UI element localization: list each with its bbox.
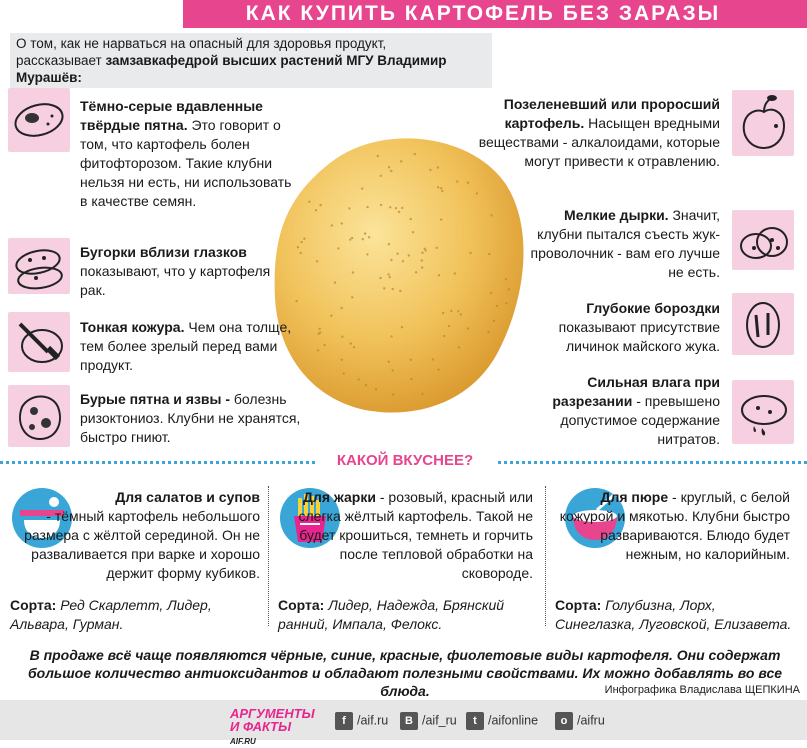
left-item-3-title: Бурые пятна и язвы -: [80, 391, 231, 407]
potato-speckle: [331, 224, 333, 226]
twitter-icon: t: [466, 712, 484, 730]
potato-speckle: [399, 290, 401, 292]
potato-speckle: [414, 153, 416, 155]
potato-speckle: [396, 253, 398, 255]
potato-grooves-icon: [732, 293, 794, 355]
potato-speckle: [398, 211, 400, 213]
right-item-2-text: показывают присутствие личинок майского жука.: [558, 319, 720, 354]
icon-box-2: [8, 312, 70, 372]
potato-speckle: [424, 248, 426, 250]
left-item-3-text: болезнь ризоктониоз. Клубни не хранятся, быстро гниют.: [80, 391, 301, 445]
potato-speckle: [300, 241, 302, 243]
potato-speckle: [488, 253, 490, 255]
left-item-2-text: Чем она толще, тем более зрелый перед вами продукт.: [80, 319, 292, 373]
potato-speckle: [505, 302, 507, 304]
potato-speckle: [421, 266, 423, 268]
taste-2-body: [555, 488, 790, 564]
taste-1-sorts-list: Лидер, Надежда, Брянский ранний, Импала, Фелокс.: [278, 597, 505, 632]
intro: [10, 33, 492, 88]
potato-speckle: [364, 232, 366, 234]
potato-speckle: [351, 296, 353, 298]
potato-speckle: [334, 281, 336, 283]
potato-speckle: [469, 252, 471, 254]
potato-speckle: [319, 331, 321, 333]
potato-speckle: [457, 310, 459, 312]
social-vk[interactable]: [400, 712, 457, 730]
potato-speckle: [400, 160, 402, 162]
potato-speckle: [505, 278, 507, 280]
left-item-0-title: Тёмно-серые вдавленные твёрдые пятна.: [80, 98, 263, 133]
potato-speckle: [408, 254, 410, 256]
icon-box-7: [732, 380, 794, 444]
left-item-0: [80, 97, 295, 211]
potato-speckle: [429, 169, 431, 171]
potato-speckle: [493, 320, 495, 322]
right-item-1-text: Значит, клубни пытался съесть жук-проволочник - вам его лучше не есть.: [530, 207, 720, 280]
potato-speckle: [392, 288, 394, 290]
potato-speckle: [380, 204, 382, 206]
potato-speckle: [442, 312, 444, 314]
left-item-2: [80, 318, 295, 375]
potato-speckle: [421, 252, 423, 254]
facebook-icon: f: [335, 712, 353, 730]
potato-speckle: [448, 325, 450, 327]
potato-speckle: [388, 166, 390, 168]
potato-speckle: [387, 273, 389, 275]
icon-box-1: [8, 238, 70, 294]
potato-speckle: [402, 260, 404, 262]
potato-speckle: [343, 372, 345, 374]
right-item-0: [470, 95, 720, 171]
taste-0-text: - тёмный картофель небольшого размера с жёлтой серединой. Он не разваливается при варке и хорошо держит форму кубиков.: [24, 508, 260, 581]
potato-speckle: [319, 204, 321, 206]
potato-speckle: [383, 287, 385, 289]
potato-speckle: [410, 359, 412, 361]
potato-speckle: [421, 393, 423, 395]
taste-1-title: Для жарки: [303, 489, 376, 505]
right-item-2-title: Глубокие бороздки: [586, 300, 720, 316]
potato-speckle: [317, 349, 319, 351]
potato-speckle: [362, 238, 364, 240]
social-odnoklassniki[interactable]: [555, 712, 605, 730]
icon-box-6: [732, 293, 794, 355]
potato-speckle: [380, 175, 382, 177]
icon-box-5: [732, 210, 794, 270]
potato-wet-cut-icon: [732, 380, 794, 444]
intro-line2-prefix: рассказывает: [16, 53, 106, 68]
icon-box-4: [732, 90, 794, 156]
potato-speckle: [490, 292, 492, 294]
right-item-0-title: Позеленевший или проросший картофель.: [503, 96, 720, 131]
taste-2-text: - круглый, с белой кожурой и мякотью. Клубни быстро развариваются. Блюдо будет нежным, но калорийным.: [559, 489, 790, 562]
potato-speckle: [295, 300, 297, 302]
column-separator-2: [545, 486, 546, 626]
logo-line-bottom: И ФАКТЫ: [230, 719, 292, 734]
taste-2-sorts-list: Голубизна, Лорх, Синеглазка, Луговской, Елизавета.: [555, 597, 792, 632]
potato-speckle: [432, 358, 434, 360]
potato-speckle: [508, 288, 510, 290]
potato-speckle: [300, 252, 302, 254]
potato-speckle: [441, 190, 443, 192]
potato-speckle: [297, 246, 299, 248]
potato-illustration: [270, 128, 535, 418]
logo-line-top: АРГУМЕНТЫ: [230, 706, 315, 721]
social-twitter-label: /aifonline: [488, 713, 539, 728]
taste-2-sorts: Сорта: Голубизна, Лорх, Синеглазка, Луговской, Елизавета.: [555, 597, 792, 632]
social-twitter[interactable]: [466, 712, 538, 730]
potato-speckle: [330, 315, 332, 317]
potato-speckle: [341, 222, 343, 224]
taste-0-title: Для салатов и супов: [115, 489, 260, 505]
taste-1-body: [278, 488, 533, 583]
potato-speckle: [467, 327, 469, 329]
social-odnoklassniki-label: /aifru: [577, 713, 605, 728]
potato-speckle: [395, 207, 397, 209]
left-item-1-text: показывают, что у картофеля рак.: [80, 263, 271, 298]
taste-section-title: КАКОЙ ВКУСНЕЕ?: [315, 451, 495, 471]
potato-speckle: [353, 346, 355, 348]
taste-2-title: Для пюре: [600, 489, 669, 505]
potato-speckle: [401, 207, 403, 209]
potato-speckle: [303, 238, 305, 240]
potato-speckle: [319, 328, 321, 330]
potato-speckle: [366, 253, 368, 255]
potato-speckle: [421, 259, 423, 261]
potato-speckle: [361, 187, 363, 189]
logo-site: AIF.RU: [230, 737, 256, 746]
potato-speckle: [389, 206, 391, 208]
potato-speckle: [315, 209, 317, 211]
right-item-1: [520, 206, 720, 282]
intro-line2: [16, 52, 486, 86]
potato-speckle: [392, 369, 394, 371]
potato-speckle: [443, 335, 445, 337]
taste-0-sorts: Сорта: Ред Скарлетт, Лидер, Альвара, Гурман.: [10, 597, 212, 632]
potato-speckle: [438, 274, 440, 276]
potato-speckle: [450, 310, 452, 312]
potato-holes-icon: [732, 210, 794, 270]
potato-speckle: [341, 307, 343, 309]
taste-1-sorts: Сорта: Лидер, Надежда, Брянский ранний, Импала, Фелокс.: [278, 597, 505, 632]
intro-author: замзавкафедрой высших растений МГУ Владимир Мурашёв:: [16, 53, 447, 85]
credit: Инфографика Владислава ЩЕПКИНА: [604, 684, 800, 696]
right-item-3: [520, 373, 720, 449]
potato-speckle: [410, 378, 412, 380]
page-title: КАК КУПИТЬ КАРТОФЕЛЬ БЕЗ ЗАРАЗЫ: [245, 2, 721, 25]
potato-speckle: [308, 201, 310, 203]
left-item-3: [80, 390, 320, 447]
potato-speckle: [436, 247, 438, 249]
potato-speckle: [351, 237, 353, 239]
potato-bumps-icon: [8, 238, 70, 294]
icon-box-3: [8, 385, 70, 447]
left-item-1: [80, 243, 290, 300]
potato-brown-spots-icon: [8, 385, 70, 447]
right-item-3-text: - превышено допустимое содержание нитратов.: [560, 393, 720, 447]
potato-speckle: [388, 361, 390, 363]
sprouted-potato-icon: [732, 90, 794, 156]
potato-speckle: [392, 393, 394, 395]
potato-speckle: [388, 243, 390, 245]
potato-speckle: [456, 180, 458, 182]
potato-speckle: [358, 378, 360, 380]
odnoklassniki-icon: o: [555, 712, 573, 730]
left-item-0-text: Это говорит о том, что картофель болен фитофторозом. Такие клубни нельзя ни есть, ни использовать в качестве семян.: [80, 117, 292, 209]
potato-speckle: [350, 342, 352, 344]
potato-speckle: [341, 336, 343, 338]
potato-speckle: [496, 305, 498, 307]
knife-peel-icon: [8, 312, 70, 372]
potato-speckle: [440, 187, 442, 189]
social-facebook[interactable]: [335, 712, 388, 730]
potato-speckle: [389, 276, 391, 278]
potato-speckle: [390, 170, 392, 172]
potato-speckle: [352, 271, 354, 273]
left-item-2-title: Тонкая кожура.: [80, 319, 185, 335]
right-item-2: [520, 299, 720, 356]
right-item-1-title: Мелкие дырки.: [564, 207, 669, 223]
icon-box-0: [8, 88, 70, 152]
potato-speckle: [487, 331, 489, 333]
potato-dark-spot-icon: [8, 88, 70, 152]
potato-speckle: [349, 238, 351, 240]
potato-speckle: [366, 206, 368, 208]
potato-speckle: [377, 155, 379, 157]
potato-speckle: [365, 384, 367, 386]
taste-2-sorts-label: Сорта: [555, 597, 597, 613]
potato-speckle: [379, 277, 381, 279]
potato-speckle: [437, 166, 439, 168]
potato-speckle: [460, 313, 462, 315]
potato-speckle: [437, 186, 439, 188]
potato-speckle: [368, 236, 370, 238]
potato-speckle: [458, 346, 460, 348]
potato-speckle: [467, 182, 469, 184]
taste-0-sorts-list: Ред Скарлетт, Лидер, Альвара, Гурман.: [10, 597, 212, 632]
potato-speckle: [316, 260, 318, 262]
potato-speckle: [341, 359, 343, 361]
potato-speckle: [323, 344, 325, 346]
potato-speckle: [410, 218, 412, 220]
intro-line1: О том, как не нарваться на опасный для здоровья продукт,: [16, 36, 387, 51]
aif-logo[interactable]: [230, 706, 315, 746]
potato-speckle: [337, 247, 339, 249]
potato-speckle: [415, 271, 417, 273]
potato-speckle: [348, 207, 350, 209]
potato-speckle: [412, 231, 414, 233]
taste-1-text: - розовый, красный или слегка жёлтый картофель. Такой не будет крошиться, темнеть и горчить после тепловой обработки на сковороде.: [298, 489, 533, 581]
potato-speckle: [440, 218, 442, 220]
potato-speckle: [476, 192, 478, 194]
social-vk-label: /aif_ru: [422, 713, 457, 728]
footnote: В продаже всё чаще появляются чёрные, синие, красные, фиолетовые виды картофеля. Они содержат большое количество антиоксидантов и обладают полезными свойствами. Их можно добавлять во все блюда.: [27, 647, 783, 699]
column-separator-1: [268, 486, 269, 626]
left-item-1-title: Бугорки вблизи глазков: [80, 244, 247, 260]
right-item-0-text: Насыщен вредными веществами - алкалоидами, которые могут привести к отравлению.: [478, 115, 720, 169]
potato-speckle: [491, 214, 493, 216]
taste-0-body: [10, 488, 260, 583]
social-facebook-label: /aif.ru: [357, 713, 389, 728]
potato-speckle: [401, 326, 403, 328]
vk-icon: B: [400, 712, 418, 730]
taste-1-sorts-label: Сорта: [278, 597, 320, 613]
potato-speckle: [390, 335, 392, 337]
potato-speckle: [454, 272, 456, 274]
right-item-3-title: Сильная влага при разрезании: [552, 374, 720, 409]
potato-speckle: [390, 259, 392, 261]
taste-0-sorts-label: Сорта: [10, 597, 52, 613]
potato-speckle: [437, 369, 439, 371]
potato-speckle: [375, 388, 377, 390]
